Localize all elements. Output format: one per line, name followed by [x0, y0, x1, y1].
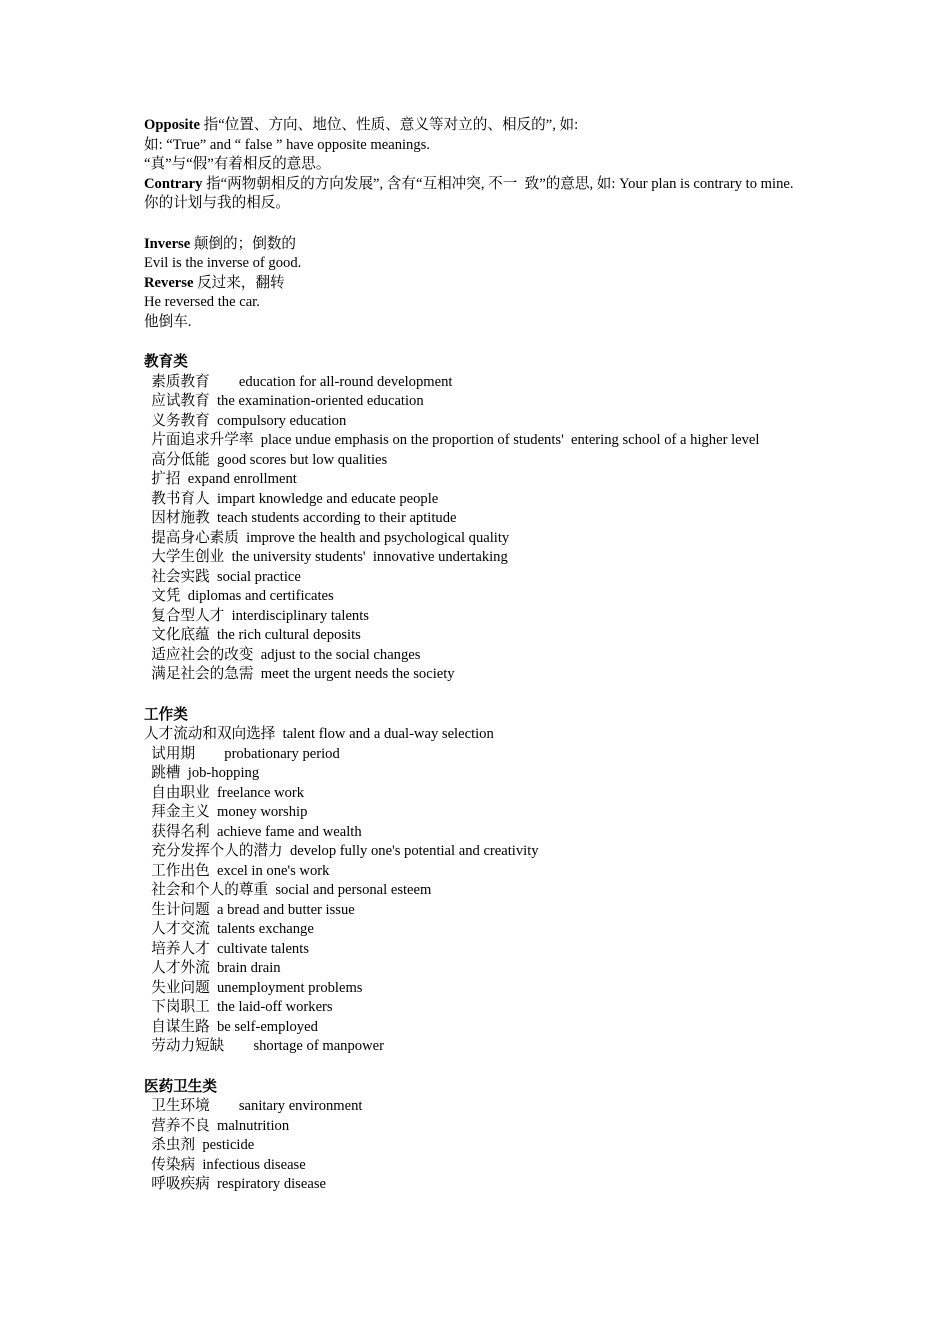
list-item: 卫生环境 sanitary environment [144, 1098, 363, 1114]
education-list [144, 373, 794, 685]
reverse-example-zh: 他倒车. [144, 313, 192, 330]
list-item: 义务教育 compulsory education [144, 412, 347, 429]
list-item: 文凭 diplomas and certificates [144, 588, 334, 604]
opposite-example-zh: “真”与“假”有着相反的意思。 [144, 156, 331, 172]
term-reverse: Reverse [144, 274, 194, 291]
list-item: 因材施教 teach students according to their aptitude [144, 510, 457, 526]
list-item: 大学生创业 the university students' innovative undertaking [144, 549, 508, 565]
spacer [144, 332, 794, 353]
list-item: 人才流动和双向选择 talent flow and a dual-way selection [144, 726, 494, 742]
list-item: 拜金主义 money worship [144, 804, 308, 820]
term-contrary: Contrary [144, 175, 203, 192]
list-item: 自谋生路 be self-employed [144, 1018, 318, 1035]
list-item: 教书育人 impart knowledge and educate people [144, 490, 439, 507]
work-list [144, 725, 794, 1057]
list-item: 下岗职工 the laid-off workers [144, 999, 333, 1015]
list-item: 复合型人才 interdisciplinary talents [144, 607, 369, 624]
contrary-definition: 指“两物朝相反的方向发展”, 含有“互相冲突, 不一 致”的意思, 如: Your plan is contrary to mine. [202, 175, 794, 192]
list-item: 文化底蕴 the rich cultural deposits [144, 627, 361, 643]
document-page [144, 116, 794, 1195]
contrary-entry [144, 175, 794, 195]
contrary-example-zh: 你的计划与我的相反。 [144, 195, 290, 211]
list-item: 人才外流 brain drain [144, 960, 281, 976]
list-item: 劳动力短缺 shortage of manpower [144, 1038, 384, 1054]
list-item: 呼吸疾病 respiratory disease [144, 1176, 326, 1192]
opposite-entry [144, 116, 794, 136]
list-item: 培养人才 cultivate talents [144, 940, 309, 957]
list-item: 获得名利 achieve fame and wealth [144, 823, 362, 840]
inverse-example: Evil is the inverse of good. [144, 255, 302, 271]
reverse-example-en: He reversed the car. [144, 294, 260, 310]
list-item: 适应社会的改变 adjust to the social changes [144, 646, 421, 663]
list-item: 自由职业 freelance work [144, 784, 305, 801]
list-item: 提高身心素质 improve the health and psychological quality [144, 529, 510, 546]
opposite-example-en: 如: “True” and “ false ” have opposite meanings. [144, 136, 430, 153]
list-item: 社会和个人的尊重 social and personal esteem [144, 882, 432, 898]
term-inverse: Inverse [144, 235, 191, 252]
list-item: 人才交流 talents exchange [144, 921, 314, 937]
list-item: 素质教育 education for all-round development [144, 373, 453, 390]
list-item: 跳槽 job-hopping [144, 765, 260, 781]
list-item: 满足社会的急需 meet the urgent needs the society [144, 666, 455, 682]
list-item: 充分发挥个人的潜力 develop fully one's potential and creativity [144, 843, 539, 859]
list-item: 应试教育 the examination-oriented education [144, 393, 424, 409]
reverse-entry [144, 274, 794, 294]
list-item: 试用期 probationary period [144, 745, 340, 762]
list-item: 营养不良 malnutrition [144, 1117, 290, 1134]
inverse-entry [144, 235, 794, 255]
opposite-definition: 指“位置、方向、地位、性质、意义等对立的、相反的”, 如: [199, 117, 579, 133]
spacer [144, 685, 794, 706]
section-heading-work: 工作类 [144, 706, 188, 723]
reverse-definition: 反过来，翻转 [193, 274, 285, 291]
list-item: 片面追求升学率 place undue emphasis on the proportion of students' entering school of a higher level [144, 432, 760, 448]
spacer [144, 214, 794, 235]
section-heading-education: 教育类 [144, 354, 188, 370]
section-heading-medical: 医药卫生类 [144, 1078, 217, 1095]
list-item: 高分低能 good scores but low qualities [144, 451, 388, 468]
medical-list [144, 1097, 794, 1195]
list-item: 传染病 infectious disease [144, 1156, 306, 1173]
list-item: 失业问题 unemployment problems [144, 979, 363, 996]
spacer [144, 1057, 794, 1078]
list-item: 杀虫剂 pesticide [144, 1137, 255, 1153]
list-item: 生计问题 a bread and butter issue [144, 901, 355, 918]
term-opposite: Opposite [144, 117, 200, 133]
list-item: 社会实践 social practice [144, 568, 301, 585]
inverse-definition: 颠倒的；倒数的 [190, 235, 297, 252]
list-item: 扩招 expand enrollment [144, 471, 297, 487]
list-item: 工作出色 excel in one's work [144, 862, 330, 879]
